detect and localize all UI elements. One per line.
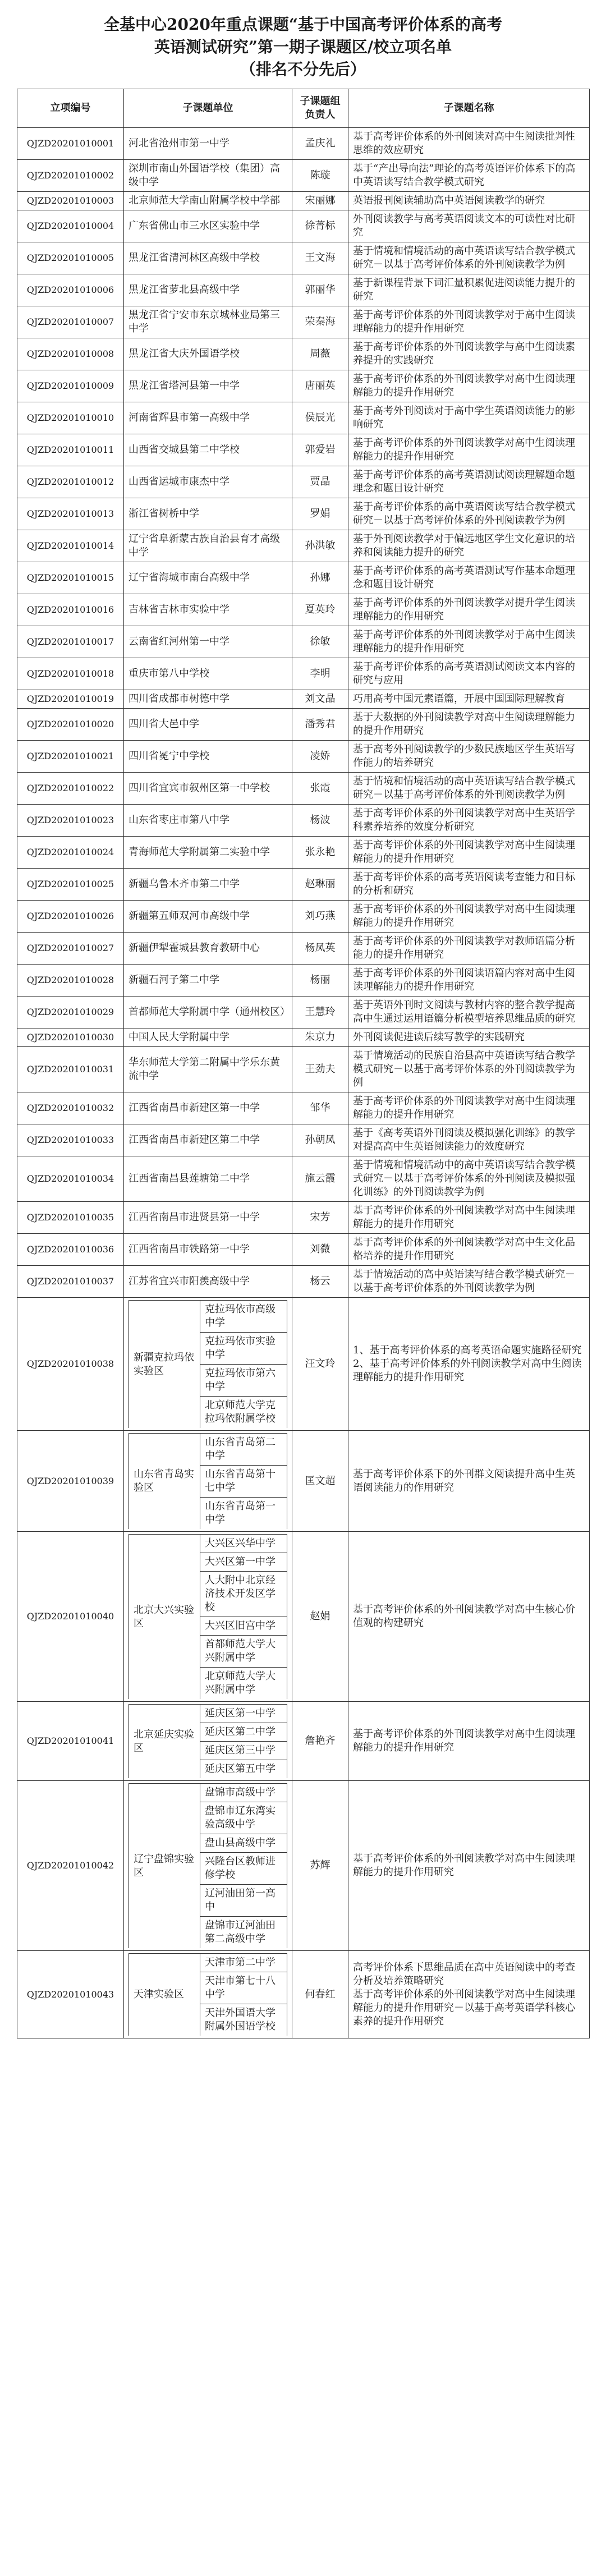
header-topic: 子课题名称 [348,89,590,128]
header-code: 立项编号 [17,89,124,128]
project-leader: 宋丽娜 [292,192,348,210]
school-row [129,1705,287,1723]
project-code: QJZD20201010029 [17,997,124,1028]
project-unit: 重庆市第八中学校 [124,658,292,690]
school-name: 盘锦市辽东湾实验高级中学 [200,1802,287,1834]
table-row [17,741,590,773]
project-leader: 潘秀君 [292,709,348,741]
project-unit: 四川省宜宾市叙州区第一中学校 [124,773,292,805]
school-name: 克拉玛依市高级中学 [200,1301,287,1333]
project-code: QJZD20201010017 [17,626,124,658]
project-leader: 詹艳齐 [292,1702,348,1781]
project-unit: 吉林省吉林市实验中学 [124,594,292,626]
district-layout [128,1783,287,1948]
district-name: 天津实验区 [129,1954,200,2036]
project-code: QJZD20201010008 [17,338,124,370]
project-topic: 基于高考评价体系的高考英语测试阅读文本内容的研究与应用 [348,658,590,690]
table-row [17,869,590,901]
school-name: 山东省青岛第十七中学 [200,1466,287,1498]
project-leader: 郭爱岩 [292,434,348,466]
school-name: 克拉玛依市实验中学 [200,1333,287,1365]
school-row [129,1434,287,1466]
project-leader: 王文海 [292,242,348,274]
project-code: QJZD20201010004 [17,210,124,242]
project-leader: 宋芳 [292,1202,348,1234]
school-name: 延庆区第三中学 [200,1742,287,1760]
table-row [17,370,590,402]
table-row [17,306,590,338]
table-row [17,658,590,690]
school-name: 盘锦市高级中学 [200,1784,287,1802]
project-leader: 何春红 [292,1951,348,2038]
district-row [17,1431,590,1532]
project-topic: 基于高考评价体系的外刊阅读教学对高中生阅读理解能力的提升作用研究 [348,370,590,402]
project-code: QJZD20201010040 [17,1532,124,1702]
project-leader: 郭丽华 [292,274,348,306]
project-code: QJZD20201010042 [17,1781,124,1951]
table-row [17,626,590,658]
page-title [17,13,589,81]
project-code: QJZD20201010032 [17,1092,124,1124]
school-name: 首都师范大学大兴附属中学 [200,1636,287,1668]
project-unit: 黑龙江省塔河县第一中学 [124,370,292,402]
project-unit: 山西省交城县第二中学校 [124,434,292,466]
school-row [129,1784,287,1802]
district-name: 辽宁盘锦实验区 [129,1784,200,1949]
project-leader: 汪文玲 [292,1298,348,1431]
table-row [17,402,590,434]
table-row [17,594,590,626]
project-topic: 基于高考外刊阅读对于高中学生英语阅读能力的影响研究 [348,402,590,434]
project-topic: 基于大数据的外刊阅读教学对高中生阅读理解能力的提升作用研究 [348,709,590,741]
project-leader: 孙洪敏 [292,530,348,562]
table-row [17,242,590,274]
project-topic: 基于高考评价体系的外刊阅读教学对高中生核心价值观的构建研究 [348,1532,590,1702]
project-unit: 江西省南昌市铁路第一中学 [124,1234,292,1266]
project-topic: 基于情境活动的高中英语读写结合教学模式研究－以基于高考评价体系的外刊阅读教学为例 [348,1266,590,1298]
project-topic: 外刊阅读促进读后续写教学的实践研究 [348,1028,590,1047]
school-name: 盘锦市辽河油田第二高级中学 [200,1917,287,1949]
project-leader: 王慧玲 [292,997,348,1028]
project-unit: 江苏省宜兴市阳羡高级中学 [124,1266,292,1298]
project-leader: 贾晶 [292,466,348,498]
project-leader: 夏英玲 [292,594,348,626]
table-row [17,1202,590,1234]
project-leader: 孙娜 [292,562,348,594]
project-leader: 李明 [292,658,348,690]
project-code: QJZD20201010034 [17,1156,124,1202]
project-code: QJZD20201010028 [17,965,124,997]
project-topic: 基于高考评价体系的外刊阅读教学对高中生阅读理解能力的提升作用研究 [348,901,590,933]
school-name: 大兴区旧宫中学 [200,1617,287,1636]
project-code: QJZD20201010002 [17,160,124,192]
school-name: 山东省青岛第二中学 [200,1434,287,1466]
table-row [17,1092,590,1124]
table-row [17,709,590,741]
project-unit: 山东省枣庄市第八中学 [124,805,292,837]
project-leader: 凌娇 [292,741,348,773]
project-leader: 陈璇 [292,160,348,192]
district-unit-cell [124,1298,292,1431]
project-code: QJZD20201010036 [17,1234,124,1266]
project-topic: 基于高考评价体系的高考英语测试写作基本命题理念和题目设计研究 [348,562,590,594]
project-code: QJZD20201010030 [17,1028,124,1047]
table-row [17,773,590,805]
project-topic: 基于新课程背景下词汇量积累促进阅读能力提升的研究 [348,274,590,306]
table-row [17,210,590,242]
table-row [17,1047,590,1092]
project-leader: 邹华 [292,1092,348,1124]
project-code: QJZD20201010013 [17,498,124,530]
table-row [17,160,590,192]
project-leader: 杨凤英 [292,933,348,965]
project-unit: 江西省南昌市新建区第一中学 [124,1092,292,1124]
district-unit-cell [124,1951,292,2038]
district-layout [128,1953,287,2036]
project-unit: 新疆乌鲁木齐市第二中学 [124,869,292,901]
project-topic: 基于高考评价体系的外刊阅读语篇内容对高中生阅读理解能力的提升作用研究 [348,965,590,997]
district-unit-cell [124,1781,292,1951]
district-row [17,1951,590,2038]
project-leader: 张永艳 [292,837,348,869]
project-code: QJZD20201010021 [17,741,124,773]
project-unit: 中国人民大学附属中学 [124,1028,292,1047]
school-name: 天津外国语大学附属外国语学校 [200,2004,287,2036]
district-name: 北京大兴实验区 [129,1535,200,1700]
project-code: QJZD20201010024 [17,837,124,869]
project-unit: 新疆第五师双河市高级中学 [124,901,292,933]
project-topic: 基于高考评价体系的外刊阅读对高中生阅读批判性思维的效应研究 [348,128,590,160]
project-topic: 基于高考评价体系下的外刊群文阅读提升高中生英语阅读能力的作用研究 [348,1431,590,1532]
table-row [17,434,590,466]
project-unit: 新疆石河子第二中学 [124,965,292,997]
project-unit: 黑龙江省萝北县高级中学 [124,274,292,306]
project-code: QJZD20201010011 [17,434,124,466]
table-row [17,1124,590,1156]
school-name: 北京师范大学大兴附属中学 [200,1668,287,1700]
project-topic: 基于情境活动的民族自治县高中英语读写结合教学模式研究－以基于高考评价体系的外刊阅读教学为例 [348,1047,590,1092]
district-row [17,1781,590,1951]
school-row [129,1954,287,1972]
table-row [17,933,590,965]
project-topic: 基于高考评价体系的外刊阅读教学对教师语篇分析能力的提升作用研究 [348,933,590,965]
project-leader: 赵琳丽 [292,869,348,901]
table-row [17,274,590,306]
project-topic: 基于高考评价体系的高考英语测试阅读理解题命题理念和题目设计研究 [348,466,590,498]
school-name: 北京师范大学克拉玛依附属学校 [200,1397,287,1429]
project-code: QJZD20201010010 [17,402,124,434]
project-code: QJZD20201010019 [17,690,124,709]
table-row [17,1028,590,1047]
district-name: 北京延庆实验区 [129,1705,200,1779]
project-unit: 青海师范大学附属第二实验中学 [124,837,292,869]
project-topic: 基于高考评价体系的高中英语阅读写结合教学模式研究－以基于高考评价体系的外刊阅读教学为例 [348,498,590,530]
project-unit: 首都师范大学附属中学（通州校区） [124,997,292,1028]
project-topic: 基于高考外刊阅读教学的少数民族地区学生英语写作能力的培养研究 [348,741,590,773]
district-unit-cell [124,1532,292,1702]
project-topic: 基于高考评价体系的外刊阅读教学对高中生阅读理解能力的提升作用研究 [348,1702,590,1781]
project-leader: 侯辰光 [292,402,348,434]
table-row [17,338,590,370]
project-code: QJZD20201010033 [17,1124,124,1156]
project-code: QJZD20201010022 [17,773,124,805]
project-unit: 河南省辉县市第一高级中学 [124,402,292,434]
project-code: QJZD20201010035 [17,1202,124,1234]
project-topic: 基于英语外刊时文阅读与教材内容的整合教学提高高中生通过运用语篇分析模型培养思维品质的研究 [348,997,590,1028]
project-code: QJZD20201010015 [17,562,124,594]
project-unit: 辽宁省阜新蒙古族自治县育才高级中学 [124,530,292,562]
project-code: QJZD20201010037 [17,1266,124,1298]
school-name: 盘山县高级中学 [200,1834,287,1853]
project-leader: 唐丽英 [292,370,348,402]
project-topic: 基于情境和情境活动中的高中英语读写结合教学模式研究－以基于高考评价体系的外刊阅读及模拟强化训练》的外刊阅读教学为例 [348,1156,590,1202]
project-code: QJZD20201010023 [17,805,124,837]
district-layout [128,1704,287,1778]
project-unit: 广东省佛山市三水区实验中学 [124,210,292,242]
project-leader: 施云霞 [292,1156,348,1202]
project-code: QJZD20201010031 [17,1047,124,1092]
project-unit: 新疆伊犁霍城县教育教研中心 [124,933,292,965]
project-leader: 荣秦海 [292,306,348,338]
table-row [17,1266,590,1298]
project-leader: 罗娟 [292,498,348,530]
project-leader: 苏辉 [292,1781,348,1951]
school-name: 克拉玛依市第六中学 [200,1365,287,1397]
project-leader: 杨丽 [292,965,348,997]
project-topic: 基于高考评价体系的外刊阅读教学对高中生阅读理解能力的提升作用研究 [348,1092,590,1124]
project-code: QJZD20201010007 [17,306,124,338]
project-leader: 周薇 [292,338,348,370]
project-topic: 基于高考评价体系的外刊阅读教学对于高中生阅读理解能力的提升作用研究 [348,626,590,658]
district-unit-cell [124,1431,292,1532]
project-unit: 黑龙江省大庆外国语学校 [124,338,292,370]
project-topic: 基于情境和情境活动的高中英语读写结合教学模式研究－以基于高考评价体系的外刊阅读教学为例 [348,242,590,274]
project-code: QJZD20201010027 [17,933,124,965]
project-code: QJZD20201010016 [17,594,124,626]
header-unit: 子课题单位 [124,89,292,128]
project-topic: 基于情境和情境活动的高中英语读写结合教学模式研究－以基于高考评价体系的外刊阅读教学为例 [348,773,590,805]
district-row [17,1702,590,1781]
table-row [17,965,590,997]
district-name: 山东省青岛实验区 [129,1434,200,1530]
school-name: 延庆区第一中学 [200,1705,287,1723]
project-unit: 黑龙江省宁安市东京城林业局第三中学 [124,306,292,338]
table-row [17,997,590,1028]
project-topic: 巧用高考中国元素语篇，开展中国国际理解教育 [348,690,590,709]
project-unit: 华东师范大学第二附属中学乐东黄流中学 [124,1047,292,1092]
school-name: 天津市第七十八中学 [200,1972,287,2004]
project-unit: 山西省运城市康杰中学 [124,466,292,498]
project-leader: 匡文超 [292,1431,348,1532]
school-name: 人大附中北京经济技术开发区学校 [200,1572,287,1617]
project-leader: 杨波 [292,805,348,837]
title-line-1: 全基中心2020年重点课题“基于中国高考评价体系的高考 [103,15,503,34]
table-row [17,805,590,837]
project-leader: 徐敏 [292,626,348,658]
project-topic: 基于高考评价体系的外刊阅读教学对于高中生阅读理解能力的提升作用研究 [348,306,590,338]
title-line-3: （排名不分先后） [240,60,366,79]
project-topic: 基于高考评价体系的高考英语阅读考查能力和目标的分析和研究 [348,869,590,901]
school-name: 天津市第二中学 [200,1954,287,1972]
project-unit: 江西省南昌市新建区第二中学 [124,1124,292,1156]
project-topic: 基于“产出导向法”理论的高考英语评价体系下的高中英语读写结合教学模式研究 [348,160,590,192]
district-layout [128,1433,287,1529]
project-topic: 英语报刊阅读辅助高中英语阅读教学的研究 [348,192,590,210]
project-table [17,89,590,2038]
table-row [17,690,590,709]
project-leader: 徐菁标 [292,210,348,242]
table-row [17,128,590,160]
project-unit: 北京师范大学南山附属学校中学部 [124,192,292,210]
project-code: QJZD20201010043 [17,1951,124,2038]
table-row [17,466,590,498]
project-topic: 基于高考评价体系的外刊阅读教学对高中生英语学科素养培养的效度分析研究 [348,805,590,837]
project-leader: 赵娟 [292,1532,348,1702]
project-unit: 辽宁省海城市南台高级中学 [124,562,292,594]
project-code: QJZD20201010003 [17,192,124,210]
project-unit: 深圳市南山外国语学校（集团）高级中学 [124,160,292,192]
project-unit: 云南省红河州第一中学 [124,626,292,658]
district-layout [128,1300,287,1428]
project-code: QJZD20201010025 [17,869,124,901]
project-code: QJZD20201010018 [17,658,124,690]
table-row [17,192,590,210]
title-line-2: 英语测试研究”第一期子课题区/校立项名单 [154,38,452,56]
project-topic: 基于高考评价体系的外刊阅读教学对高中生阅读理解能力的提升作用研究 [348,1202,590,1234]
school-name: 延庆区第二中学 [200,1723,287,1742]
project-topic: 基于高考评价体系的外刊阅读教学对高中生阅读理解能力的提升作用研究 [348,1781,590,1951]
table-row [17,562,590,594]
project-unit: 江西省南昌市进贤县第一中学 [124,1202,292,1234]
project-leader: 张霞 [292,773,348,805]
project-code: QJZD20201010009 [17,370,124,402]
district-name: 新疆克拉玛依实验区 [129,1301,200,1429]
project-unit: 四川省成都市树德中学 [124,690,292,709]
project-leader: 孙朝凤 [292,1124,348,1156]
project-code: QJZD20201010005 [17,242,124,274]
district-row [17,1298,590,1431]
school-name: 延庆区第五中学 [200,1760,287,1779]
project-topic: 基于高考评价体系的外刊阅读教学对高中生文化品格培养的提升作用研究 [348,1234,590,1266]
project-unit: 四川省冕宁中学校 [124,741,292,773]
project-unit: 江西省南昌县莲塘第二中学 [124,1156,292,1202]
project-code: QJZD20201010020 [17,709,124,741]
table-body [17,128,590,2038]
project-unit: 四川省大邑中学 [124,709,292,741]
school-name: 兴隆台区教师进修学校 [200,1853,287,1885]
project-topic: 高考评价体系下思维品质在高中英语阅读中的考查分析及培养策略研究 基于高考评价体系的外刊阅读教学对高中生阅读理解能力的提升作用研究－以基于高考英语学科核心素养的提升作用研究 [348,1951,590,2038]
project-leader: 刘微 [292,1234,348,1266]
project-topic: 基于外刊阅读教学对于偏远地区学生文化意识的培养和阅读能力提升的研究 [348,530,590,562]
project-code: QJZD20201010026 [17,901,124,933]
project-code: QJZD20201010041 [17,1702,124,1781]
project-code: QJZD20201010001 [17,128,124,160]
district-row [17,1532,590,1702]
table-row [17,837,590,869]
table-header-row [17,89,590,128]
project-leader: 刘巧燕 [292,901,348,933]
project-unit: 河北省沧州市第一中学 [124,128,292,160]
project-topic: 1、基于高考评价体系的高考英语命题实施路径研究 2、基于高考评价体系的外刊阅读教学对高中生阅读理解能力的提升作用研究 [348,1298,590,1431]
project-code: QJZD20201010039 [17,1431,124,1532]
project-unit: 黑龙江省清河林区高级中学校 [124,242,292,274]
project-code: QJZD20201010006 [17,274,124,306]
project-code: QJZD20201010012 [17,466,124,498]
project-topic: 基于高考评价体系的外刊阅读教学对高中生阅读理解能力的提升作用研究 [348,434,590,466]
table-row [17,1234,590,1266]
project-code: QJZD20201010014 [17,530,124,562]
header-leader: 子课题组负责人 [292,89,348,128]
table-row [17,1156,590,1202]
table-row [17,901,590,933]
project-topic: 基于《高考英语外刊阅读及模拟强化训练》的教学对提高高中生英语阅读能力的效度研究 [348,1124,590,1156]
school-name: 大兴区兴华中学 [200,1535,287,1553]
school-name: 大兴区第一中学 [200,1553,287,1572]
school-name: 山东省青岛第一中学 [200,1498,287,1530]
project-topic: 基于高考评价体系的外刊阅读教学对高中生阅读理解能力的提升作用研究 [348,837,590,869]
project-topic: 外刊阅读教学与高考英语阅读文本的可读性对比研究 [348,210,590,242]
table-row [17,498,590,530]
project-topic: 基于高考评价体系的外刊阅读教学与高中生阅读素养提升的实践研究 [348,338,590,370]
project-leader: 孟庆礼 [292,128,348,160]
project-leader: 杨云 [292,1266,348,1298]
project-leader: 朱京力 [292,1028,348,1047]
project-leader: 刘文晶 [292,690,348,709]
district-unit-cell [124,1702,292,1781]
project-topic: 基于高考评价体系的外刊阅读教学对提升学生阅读理解能力的作用研究 [348,594,590,626]
school-row [129,1301,287,1333]
project-unit: 浙江省树桥中学 [124,498,292,530]
school-row [129,1535,287,1553]
district-layout [128,1534,287,1699]
table-row [17,530,590,562]
project-code: QJZD20201010038 [17,1298,124,1431]
school-name: 辽河油田第一高中 [200,1885,287,1917]
project-leader: 王劲夫 [292,1047,348,1092]
